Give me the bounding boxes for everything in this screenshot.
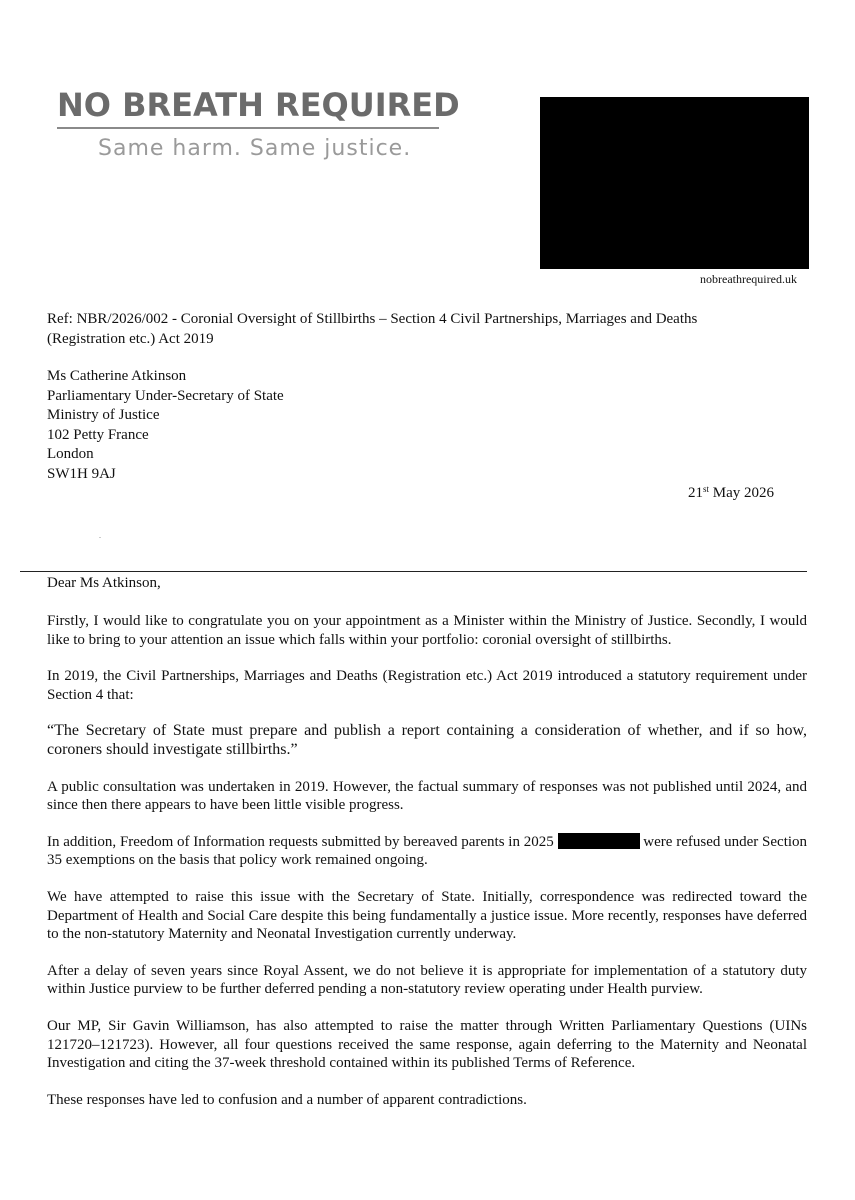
address-line: Ms Catherine Atkinson [47, 368, 187, 384]
paragraph-quote: “The Secretary of State must prepare and publish a report containing a consideration of whether, and if so how, coroners should investigate stillbirths.” [47, 722, 807, 758]
header-divider [20, 571, 807, 572]
address-line: SW1H 9AJ [47, 465, 116, 482]
paragraph-foi [47, 833, 807, 870]
letter-body [47, 612, 807, 1109]
foi-text-before: In addition, Freedom of Information requests submitted by bereaved parents in 2025 [47, 833, 554, 850]
website-address: nobreathrequired.uk [700, 272, 797, 286]
address-line: London [47, 446, 94, 462]
recipient-address [47, 367, 284, 484]
paragraph-statutory-requirement: In 2019, the Civil Partnerships, Marriages and Deaths (Registration etc.) Act 2019 introduced a statutory requirement under Section 4 that: [47, 668, 807, 703]
address-line: Parliamentary Under-Secretary of State [47, 387, 284, 404]
address-line: Ministry of Justice [47, 407, 160, 423]
paragraph-delay: After a delay of seven years since Royal Assent, we do not believe it is appropriate for implementation of a statutory duty within Justice purview to be further deferred pending a non-statutory review operating under Health purview. [47, 962, 807, 998]
date-day: 21 [688, 485, 703, 501]
speck [99, 537, 101, 538]
date-suffix: st [703, 484, 710, 494]
reference-line: Ref: NBR/2026/002 - Coronial Oversight of Stillbirths – Section 4 Civil Partnerships, Marriages and Deaths (Registration etc.) Act 2019 [47, 311, 698, 347]
letter-date [688, 484, 774, 502]
address-line: 102 Petty France [47, 426, 149, 443]
letterhead-tagline: Same harm. Same justice. [98, 136, 412, 161]
salutation: Dear Ms Atkinson, [47, 575, 161, 591]
paragraph-secretary-of-state: We have attempted to raise this issue with the Secretary of State. Initially, correspondence was redirected toward the Department of Health and Social Care despite this being fundamentally a justice issue. More recently, responses have deferred to the non-statutory Maternity and Neonatal Investigation currently underway. [47, 888, 807, 943]
inline-redaction [558, 833, 640, 849]
letterhead-title: NO BREATH REQUIRED [57, 86, 460, 124]
redacted-image-block [540, 97, 809, 269]
letterhead-rule [57, 127, 439, 129]
paragraph-mp-questions: Our MP, Sir Gavin Williamson, has also attempted to raise the matter through Written Parliamentary Questions (UINs 121720–121723). However, all four questions received the same response, again deferring to the Maternity and Neonatal Investigation and citing the 37-week threshold contained within its published Terms of Reference. [47, 1017, 807, 1072]
paragraph-congratulations: Firstly, I would like to congratulate you on your appointment as a Minister within the Ministry of Justice. Secondly, I would like to bring to your attention an issue which falls within your portfolio: coronial oversight of stillbirths. [47, 613, 807, 648]
paragraph-consultation: A public consultation was undertaken in 2019. However, the factual summary of responses was not published until 2024, and since then there appears to have been little visible progress. [47, 778, 807, 814]
date-rest: May 2026 [709, 485, 775, 501]
paragraph-confusion: These responses have led to confusion and a number of apparent contradictions. [47, 1091, 527, 1108]
foi-text-after: were refused under Section 35 exemptions on the basis that policy work remained ongoing. [47, 833, 808, 869]
